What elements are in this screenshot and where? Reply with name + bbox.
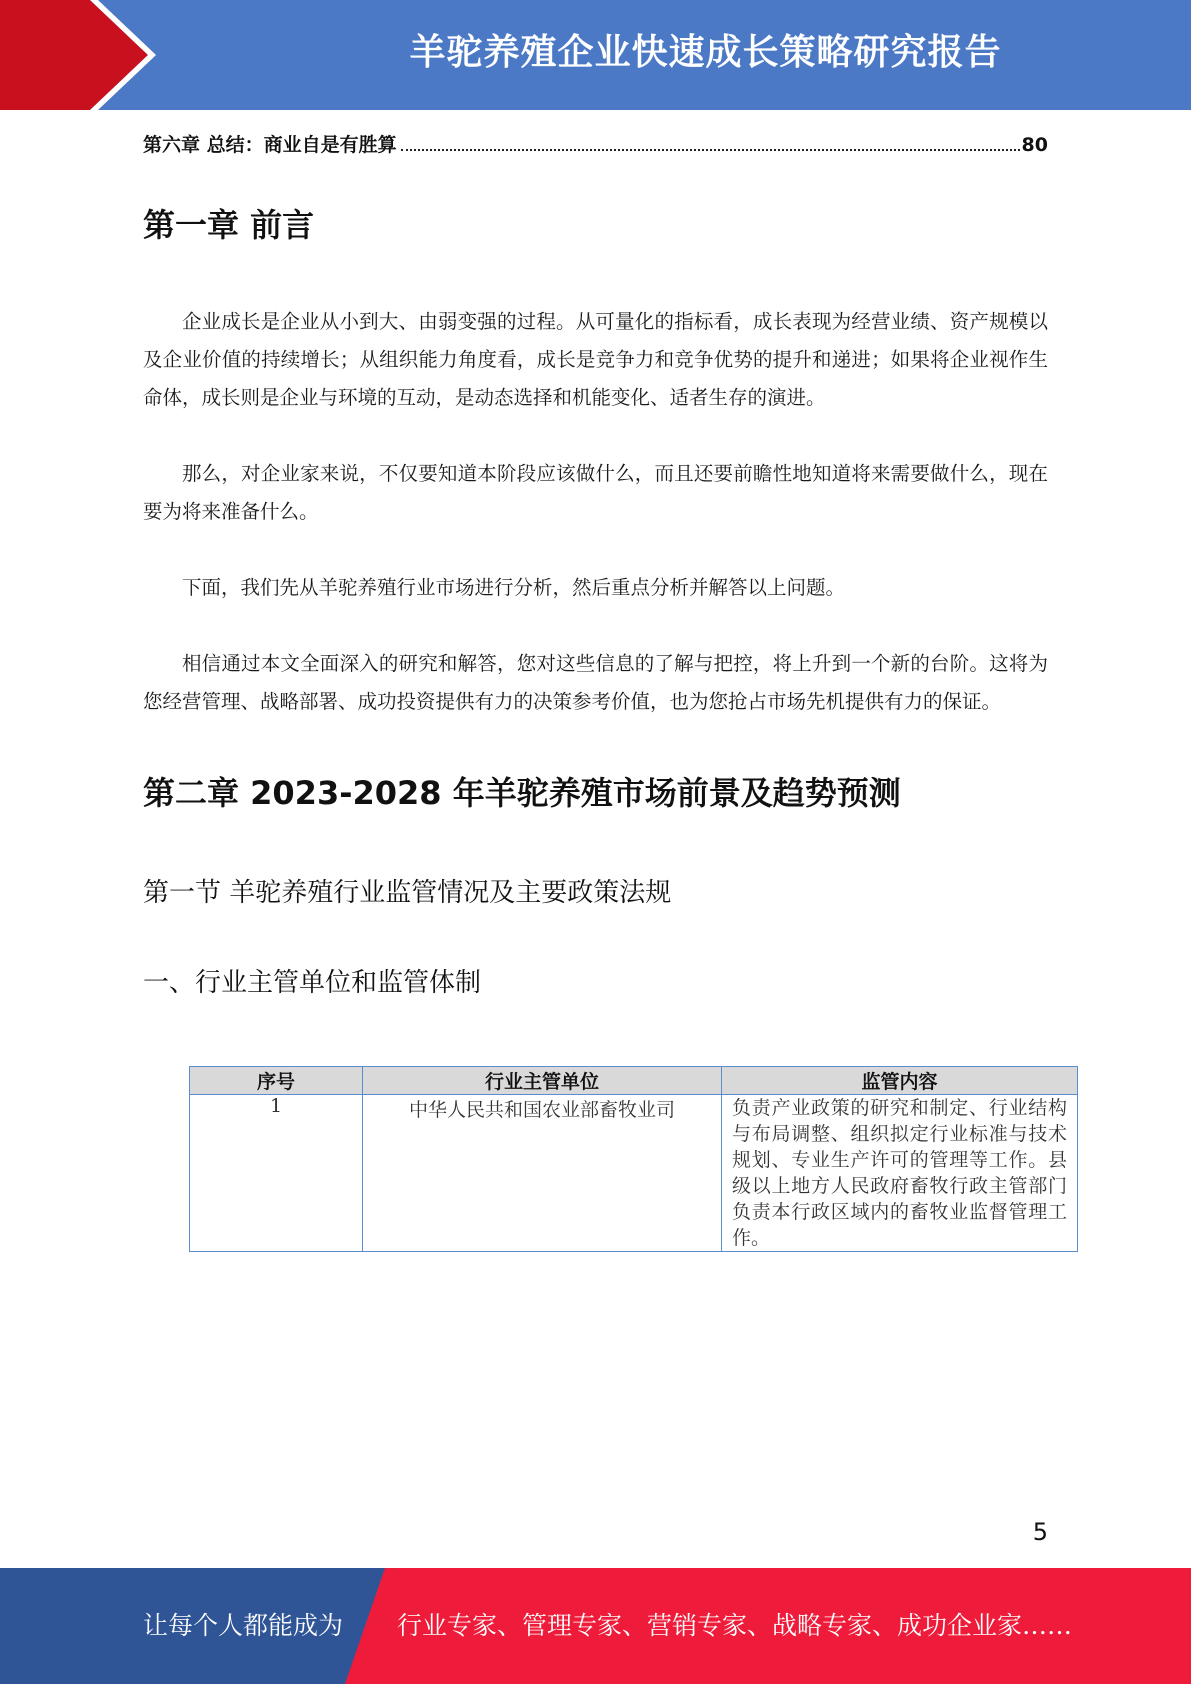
table-header-row [190,1067,1078,1095]
regulator-table [189,1066,1078,1252]
footer-slogan-left: 让每个人都能成为 [143,1611,344,1640]
toc-entry[interactable] [143,130,1048,157]
toc-entry-page: 80 [1021,134,1048,156]
page-number: 5 [1032,1518,1048,1546]
subsection-1-title: 一、行业主管单位和监管体制 [143,968,482,998]
table-row [190,1095,1078,1252]
chapter-1-title: 第一章 前言 [143,206,315,244]
report-footer-banner [0,1568,1191,1684]
report-header-banner [0,0,1191,110]
paragraph: 相信通过本文全面深入的研究和解答，您对这些信息的了解与把控，将上升到一个新的台阶。这将为您经营管理、战略部署、成功投资提供有力的决策参考价值，也为您抢占市场先机提供有力的保证。 [143,652,1048,713]
cell-index: 1 [190,1095,363,1252]
column-header-index: 序号 [190,1067,363,1095]
report-title: 羊驼养殖企业快速成长策略研究报告 [409,32,1002,73]
chapter-1-body [143,303,1048,721]
toc-leader-dots [401,149,1020,151]
paragraph: 那么，对企业家来说，不仅要知道本阶段应该做什么，而且还要前瞻性地知道将来需要做什么，现在要为将来准备什么。 [143,462,1048,523]
footer-slogan-right: 行业专家、管理专家、营销专家、战略专家、成功企业家…… [397,1611,1073,1640]
paragraph: 企业成长是企业从小到大、由弱变强的过程。从可量化的指标看，成长表现为经营业绩、资产规模以及企业价值的持续增长；从组织能力角度看，成长是竞争力和竞争优势的提升和递进；如果将企业视作生命体，成长则是企业与环境的互动，是动态选择和机能变化、适者生存的演进。 [143,310,1048,409]
cell-content: 负责产业政策的研究和制定、行业结构与布局调整、组织拟定行业标准与技术规划、专业生产许可的管理等工作。县级以上地方人民政府畜牧行政主管部门负责本行政区域内的畜牧业监督管理工作。 [722,1095,1078,1252]
paragraph: 下面，我们先从羊驼养殖行业市场进行分析，然后重点分析并解答以上问题。 [182,576,846,599]
toc-entry-label: 第六章 总结：商业自是有胜算 [143,134,397,156]
section-1-title: 第一节 羊驼养殖行业监管情况及主要政策法规 [143,878,672,908]
column-header-content: 监管内容 [722,1067,1078,1095]
cell-unit: 中华人民共和国农业部畜牧业司 [363,1095,722,1252]
chapter-2-title: 第二章 2023-2028 年羊驼养殖市场前景及趋势预测 [143,774,901,812]
page-content [143,110,1048,1001]
column-header-unit: 行业主管单位 [363,1067,722,1095]
